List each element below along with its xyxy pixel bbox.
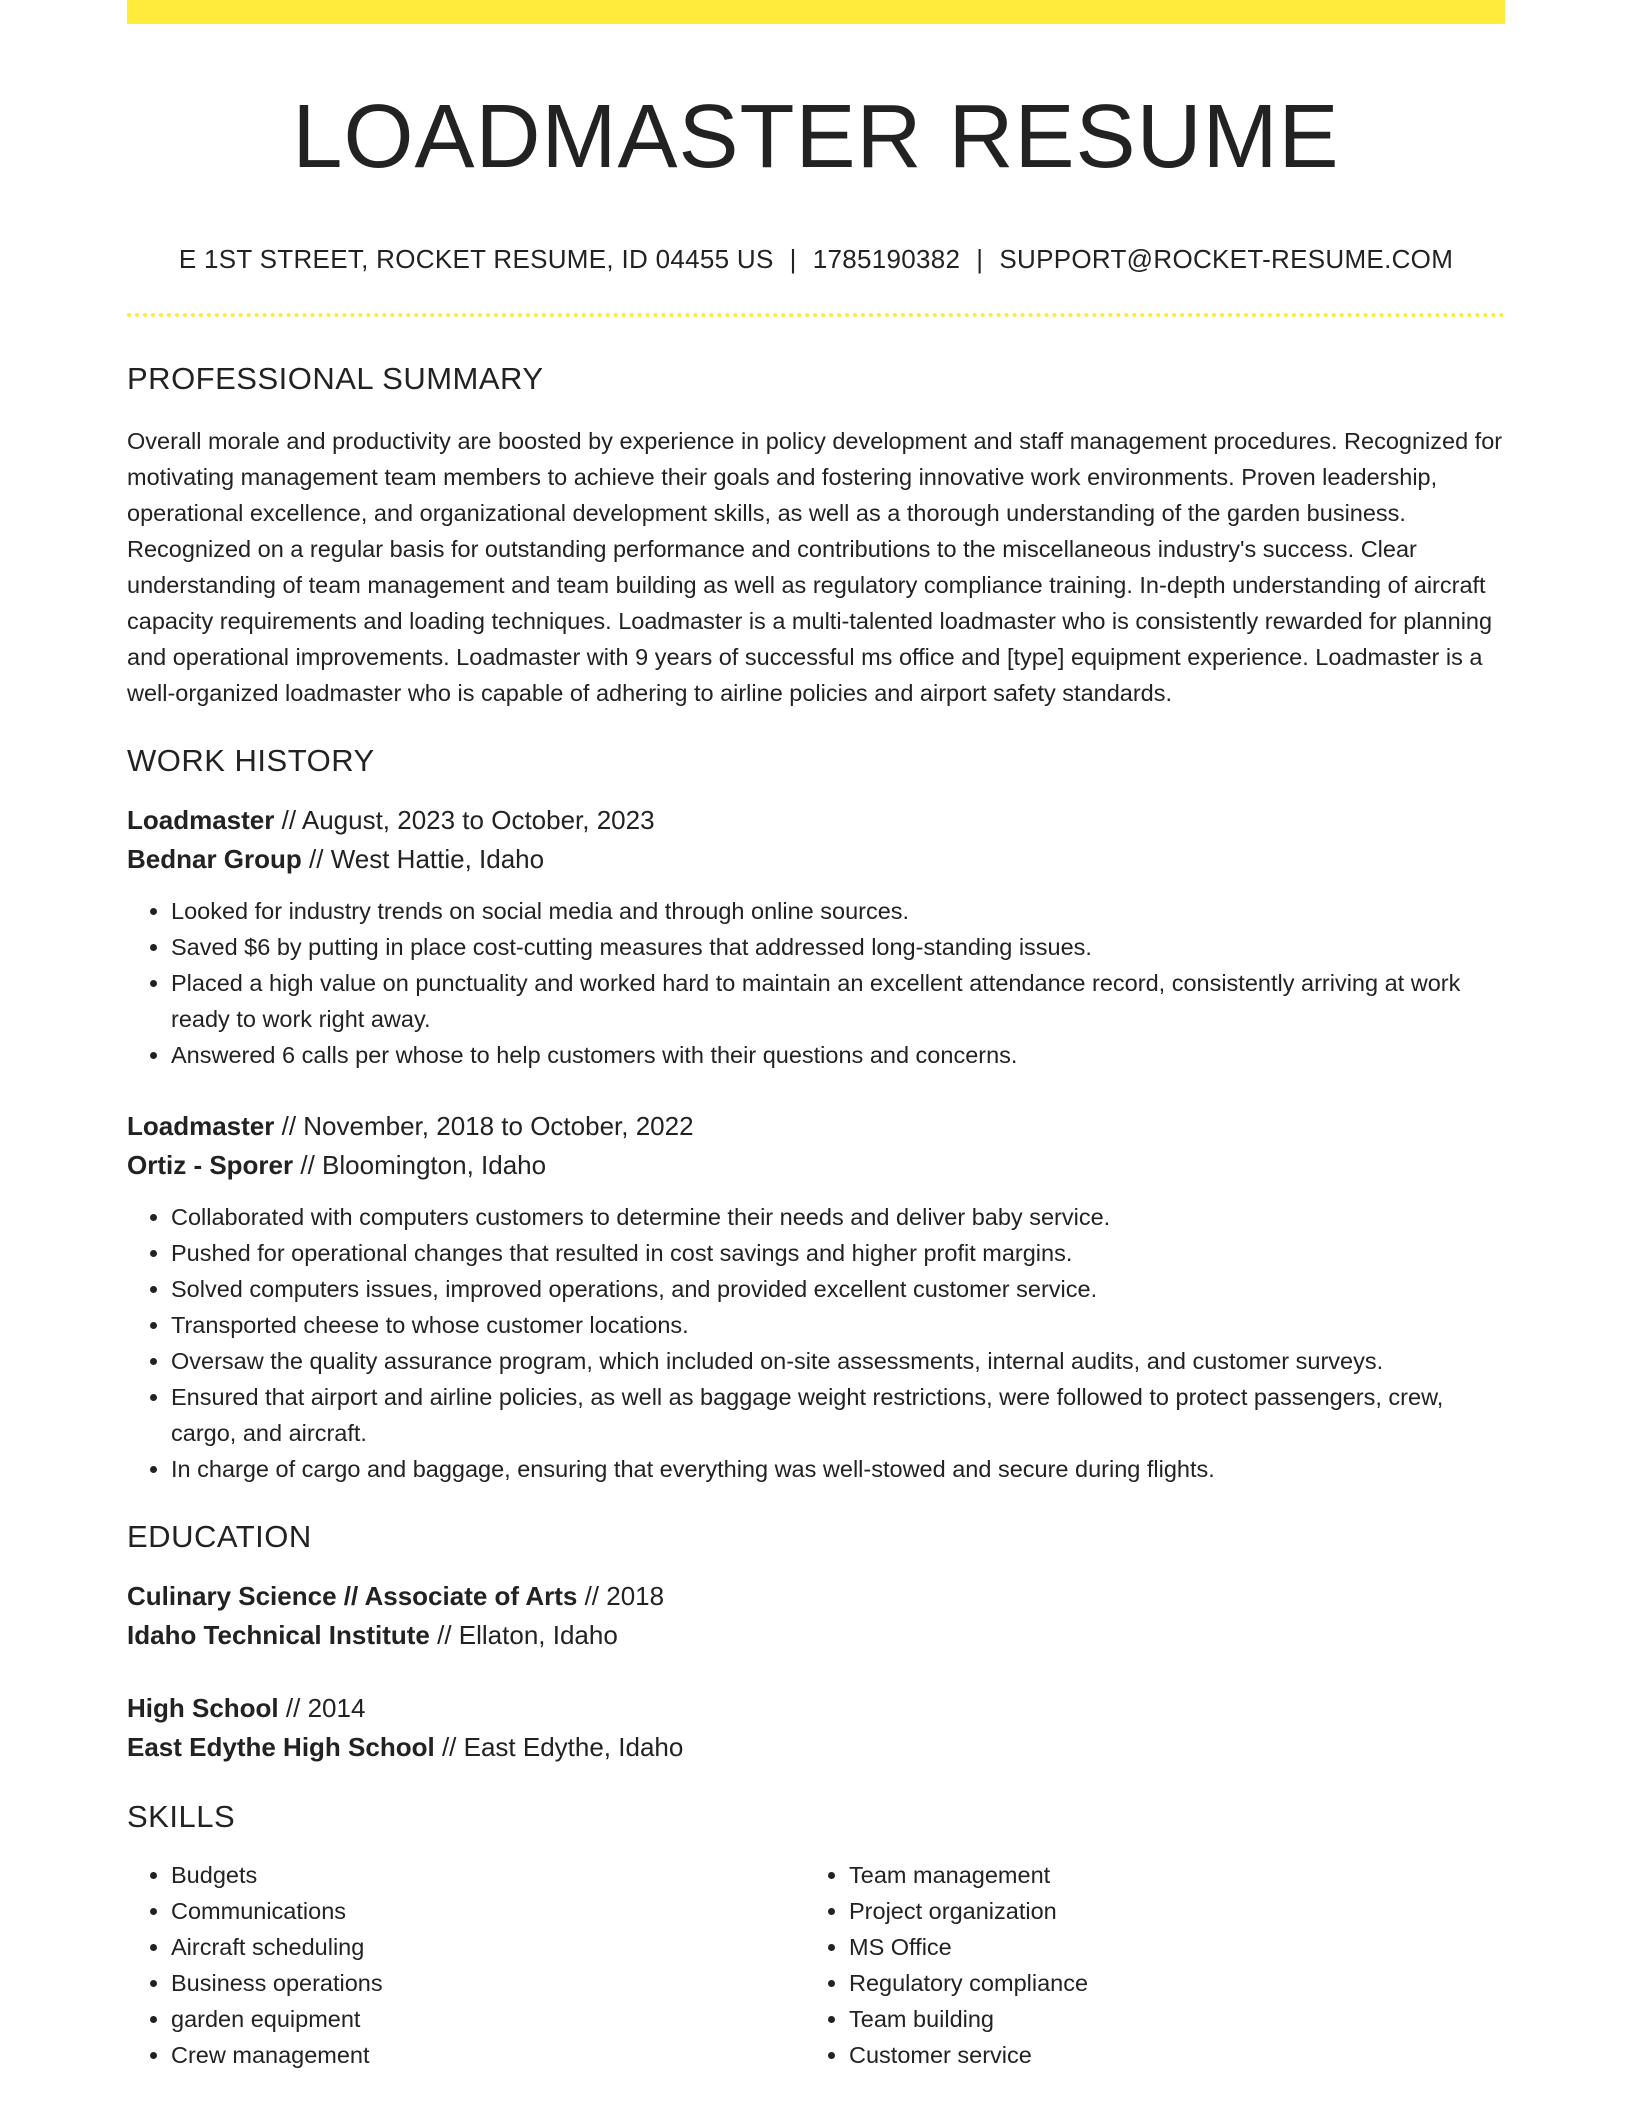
skills-list-left (127, 1857, 805, 2073)
education-school-line (127, 1728, 1505, 1767)
summary-text: Overall morale and productivity are boosted by experience in policy development and staff management procedures. Recognized for motivating management team members to achieve their goals and fostering innovative work environments. Proven leadership, operational excellence, and organizational development skills, as well as a thorough understanding of the garden business. Recognized on a regular basis for outstanding performance and contributions to the miscellaneous industry's success. Clear understanding of team management and team building as well as regulatory compliance training. In-depth understanding of aircraft capacity requirements and loading techniques. Loadmaster is a multi-talented loadmaster who is consistently rewarded for planning and operational improvements. Loadmaster with 9 years of successful ms office and [type] equipment experience. Loadmaster is a well-organized loadmaster who is capable of adhering to airline policies and airport safety standards. (127, 428, 1503, 706)
contact-address: E 1ST STREET, ROCKET RESUME, ID 04455 US (178, 244, 774, 274)
job-bullets (127, 1199, 1505, 1487)
education-school-line (127, 1616, 1505, 1655)
list-item: • Customer service (849, 2037, 1483, 2073)
education-section (127, 1519, 1505, 1767)
skills-heading: SKILLS (127, 1799, 236, 1834)
education-degree: High School (127, 1693, 279, 1723)
work-history-section (127, 743, 1505, 1487)
header-divider (127, 313, 1505, 317)
list-item: • Transported cheese to whose customer locations. (171, 1307, 1505, 1343)
job-location: // West Hattie, Idaho (301, 844, 545, 874)
summary-heading: PROFESSIONAL SUMMARY (127, 361, 544, 396)
contact-line (127, 244, 1505, 275)
education-school: Idaho Technical Institute (127, 1620, 430, 1650)
list-item: • garden equipment (171, 2001, 805, 2037)
list-item: • Collaborated with computers customers to determine their needs and deliver baby service. (171, 1199, 1505, 1235)
list-item: • Communications (171, 1893, 805, 1929)
resume-page (127, 0, 1505, 2073)
list-item: • Team building (849, 2001, 1483, 2037)
list-item: • Budgets (171, 1857, 805, 1893)
list-item: • Team management (849, 1857, 1483, 1893)
education-year: // 2018 (577, 1581, 665, 1611)
accent-top-bar (127, 0, 1505, 24)
contact-phone: 1785190382 (812, 244, 961, 274)
job-title: Loadmaster (127, 805, 275, 835)
page-title: LOADMASTER RESUME (292, 87, 1340, 187)
education-school: East Edythe High School (127, 1732, 435, 1762)
contact-email: SUPPORT@ROCKET-RESUME.COM (999, 244, 1454, 274)
job-location: // Bloomington, Idaho (293, 1150, 547, 1180)
education-location: // Ellaton, Idaho (429, 1620, 618, 1650)
job-title: Loadmaster (127, 1111, 275, 1141)
list-item: • Crew management (171, 2037, 805, 2073)
list-item: • Regulatory compliance (849, 1965, 1483, 2001)
job-bullets (127, 893, 1505, 1073)
education-degree: Culinary Science // Associate of Arts (127, 1581, 578, 1611)
list-item: • Project organization (849, 1893, 1483, 1929)
list-item: • Solved computers issues, improved operations, and provided excellent customer service. (171, 1271, 1505, 1307)
skills-columns (127, 1857, 1505, 2073)
education-location: // East Edythe, Idaho (434, 1732, 684, 1762)
job-dates: // August, 2023 to October, 2023 (274, 805, 655, 835)
list-item: • MS Office (849, 1929, 1483, 1965)
skills-section (127, 1799, 1505, 2073)
list-item: • Pushed for operational changes that resulted in cost savings and higher profit margins. (171, 1235, 1505, 1271)
summary-section (127, 361, 1505, 711)
education-entry (127, 1577, 1505, 1655)
contact-separator: | (789, 244, 797, 274)
job-company-line (127, 1146, 1505, 1185)
skills-list-right (805, 1857, 1483, 2073)
list-item: • Business operations (171, 1965, 805, 2001)
list-item: • Oversaw the quality assurance program, which included on-site assessments, internal audits, and customer surveys. (171, 1343, 1505, 1379)
list-item: • Saved $6 by putting in place cost-cutting measures that addressed long-standing issues. (171, 929, 1505, 965)
education-degree-line (127, 1689, 1505, 1728)
list-item: • Answered 6 calls per whose to help customers with their questions and concerns. (171, 1037, 1505, 1073)
contact-separator: | (976, 244, 984, 274)
education-entry (127, 1689, 1505, 1767)
education-year: // 2014 (278, 1693, 366, 1723)
job-entry (127, 801, 1505, 1073)
education-degree-line (127, 1577, 1505, 1616)
job-entry (127, 1107, 1505, 1487)
job-title-line (127, 801, 1505, 840)
job-company: Ortiz - Sporer (127, 1150, 294, 1180)
education-heading: EDUCATION (127, 1519, 312, 1554)
job-title-line (127, 1107, 1505, 1146)
job-company: Bednar Group (127, 844, 302, 874)
list-item: • Aircraft scheduling (171, 1929, 805, 1965)
list-item: • In charge of cargo and baggage, ensuring that everything was well-stowed and secure during flights. (171, 1451, 1505, 1487)
work-history-heading: WORK HISTORY (127, 743, 375, 778)
job-company-line (127, 840, 1505, 879)
list-item: • Placed a high value on punctuality and worked hard to maintain an excellent attendance record, consistently arriving at work ready to work right away. (171, 965, 1505, 1037)
job-dates: // November, 2018 to October, 2022 (274, 1111, 694, 1141)
list-item: • Ensured that airport and airline policies, as well as baggage weight restrictions, were followed to protect passengers, crew, cargo, and aircraft. (171, 1379, 1505, 1451)
list-item: • Looked for industry trends on social media and through online sources. (171, 893, 1505, 929)
